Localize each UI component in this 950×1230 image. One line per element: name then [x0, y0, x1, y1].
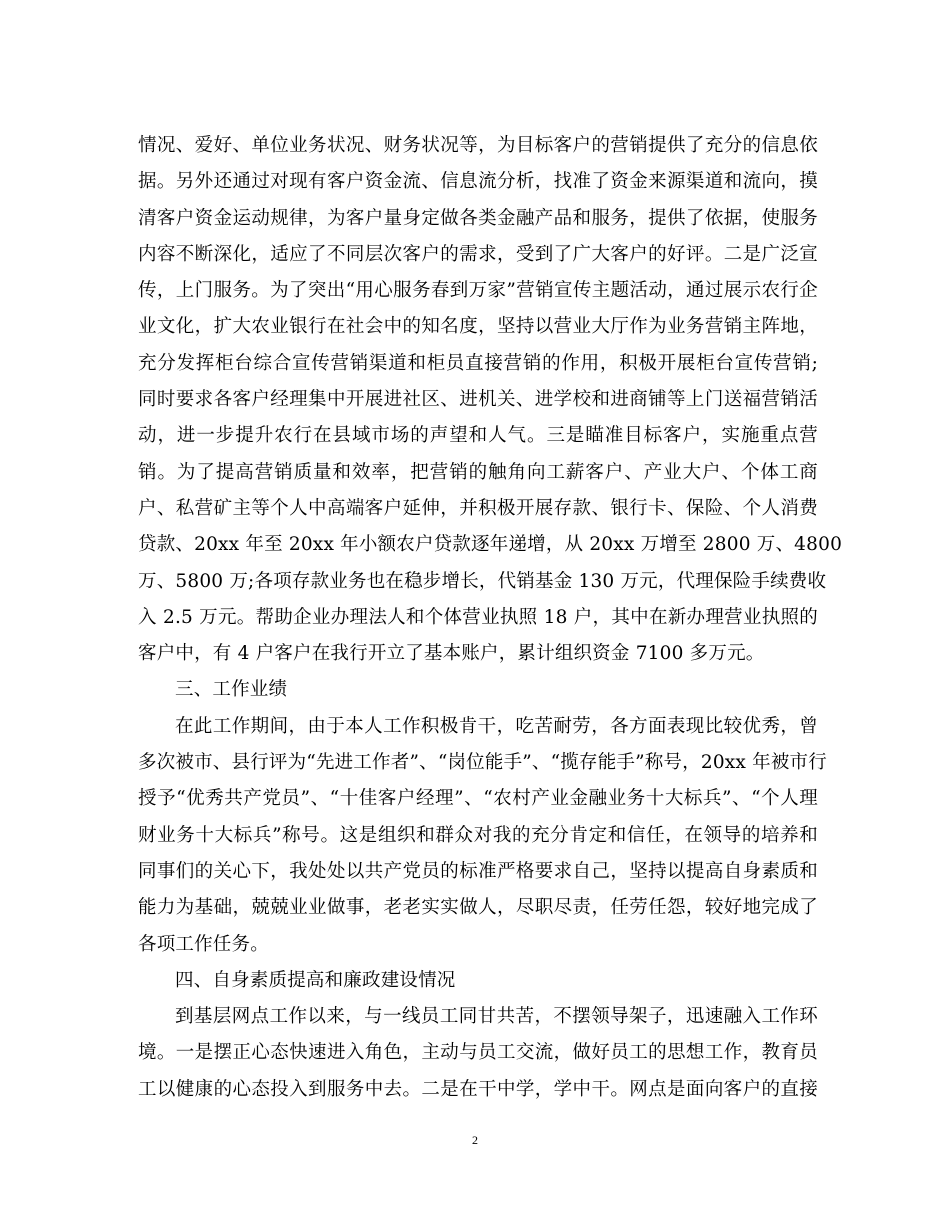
text-line: 据。另外还通过对现有客户资金流、信息流分析，找准了资金来源渠道和流向，摸 — [138, 171, 818, 193]
text-line: 万、5800 万;各项存款业务也在稳步增长，代销基金 130 万元，代理保险手续费收 — [138, 570, 827, 592]
text-line: 充分发挥柜台综合宣传营销渠道和柜员直接营销的作用，积极开展柜台宣传营销; — [138, 352, 818, 374]
text-line: 动，进一步提升农行在县域市场的声望和人气。三是瞄准目标客户，实施重点营 — [138, 425, 818, 447]
section-heading: 三、工作业绩 — [175, 679, 288, 701]
text-line: 各项工作任务。 — [138, 933, 269, 955]
text-line: 工以健康的心态投入到服务中去。二是在干中学，学中干。网点是面向客户的直接 — [138, 1078, 818, 1100]
text-line: 到基层网点工作以来，与一线员工同甘共苦，不摆领导架子，迅速融入工作环 — [175, 1006, 818, 1028]
text-line: 户、私营矿主等个人中高端客户延伸，并积极开展存款、银行卡、保险、个人消费 — [138, 497, 818, 519]
text-line: 客户中，有 4 户客户在我行开立了基本账户，累计组织资金 7100 多万元。 — [138, 643, 765, 665]
text-line: 入 2.5 万元。帮助企业办理法人和个体营业执照 18 户，其中在新办理营业执照的 — [138, 606, 818, 628]
text-line: 能力为基础，兢兢业业做事，老老实实做人，尽职尽责，任劳任怨，较好地完成了 — [138, 897, 818, 919]
text-line: 情况、爱好、单位业务状况、财务状况等，为目标客户的营销提供了充分的信息依 — [138, 135, 818, 156]
text-line: 财业务十大标兵”称号。这是组织和群众对我的充分肯定和信任，在领导的培养和 — [138, 824, 818, 846]
text-line: 贷款、20xx 年至 20xx 年小额农户贷款逐年递增，从 20xx 万增至 2800 万、4800 — [138, 534, 843, 556]
section-heading: 四、自身素质提高和廉政建设情况 — [175, 969, 456, 991]
text-line: 内容不断深化，适应了不同层次客户的需求，受到了广大客户的好评。二是广泛宣 — [138, 243, 818, 265]
document-body — [138, 128, 843, 1108]
text-line: 传，上门服务。为了突出“用心服务春到万家”营销宣传主题活动，通过展示农行企 — [138, 280, 818, 302]
text-line: 同时要求各客户经理集中开展进社区、进机关、进学校和进商铺等上门送福营销活 — [138, 389, 818, 411]
text-line: 授予“优秀共产党员”、“十佳客户经理”、“农村产业金融业务十大标兵”、“个人理 — [138, 788, 818, 810]
text-line: 销。为了提高营销质量和效率，把营销的触角向工薪客户、产业大户、个体工商 — [138, 461, 818, 483]
text-line: 多次被市、县行评为“先进工作者”、“岗位能手”、“揽存能手”称号，20xx 年被市行 — [138, 752, 827, 774]
page-number: 2 — [472, 1133, 478, 1147]
text-line: 业文化，扩大农业银行在社会中的知名度，坚持以营业大厅作为业务营销主阵地， — [138, 316, 818, 338]
text-line: 同事们的关心下，我处处以共产党员的标准严格要求自己，坚持以提高自身素质和 — [138, 860, 818, 882]
text-line: 在此工作期间，由于本人工作积极肯干，吃苦耐劳，各方面表现比较优秀，曾 — [175, 715, 818, 737]
text-line: 境。一是摆正心态快速进入角色，主动与员工交流，做好员工的思想工作，教育员 — [138, 1042, 818, 1064]
text-line: 清客户资金运动规律，为客户量身定做各类金融产品和服务，提供了依据，使服务 — [138, 207, 818, 229]
